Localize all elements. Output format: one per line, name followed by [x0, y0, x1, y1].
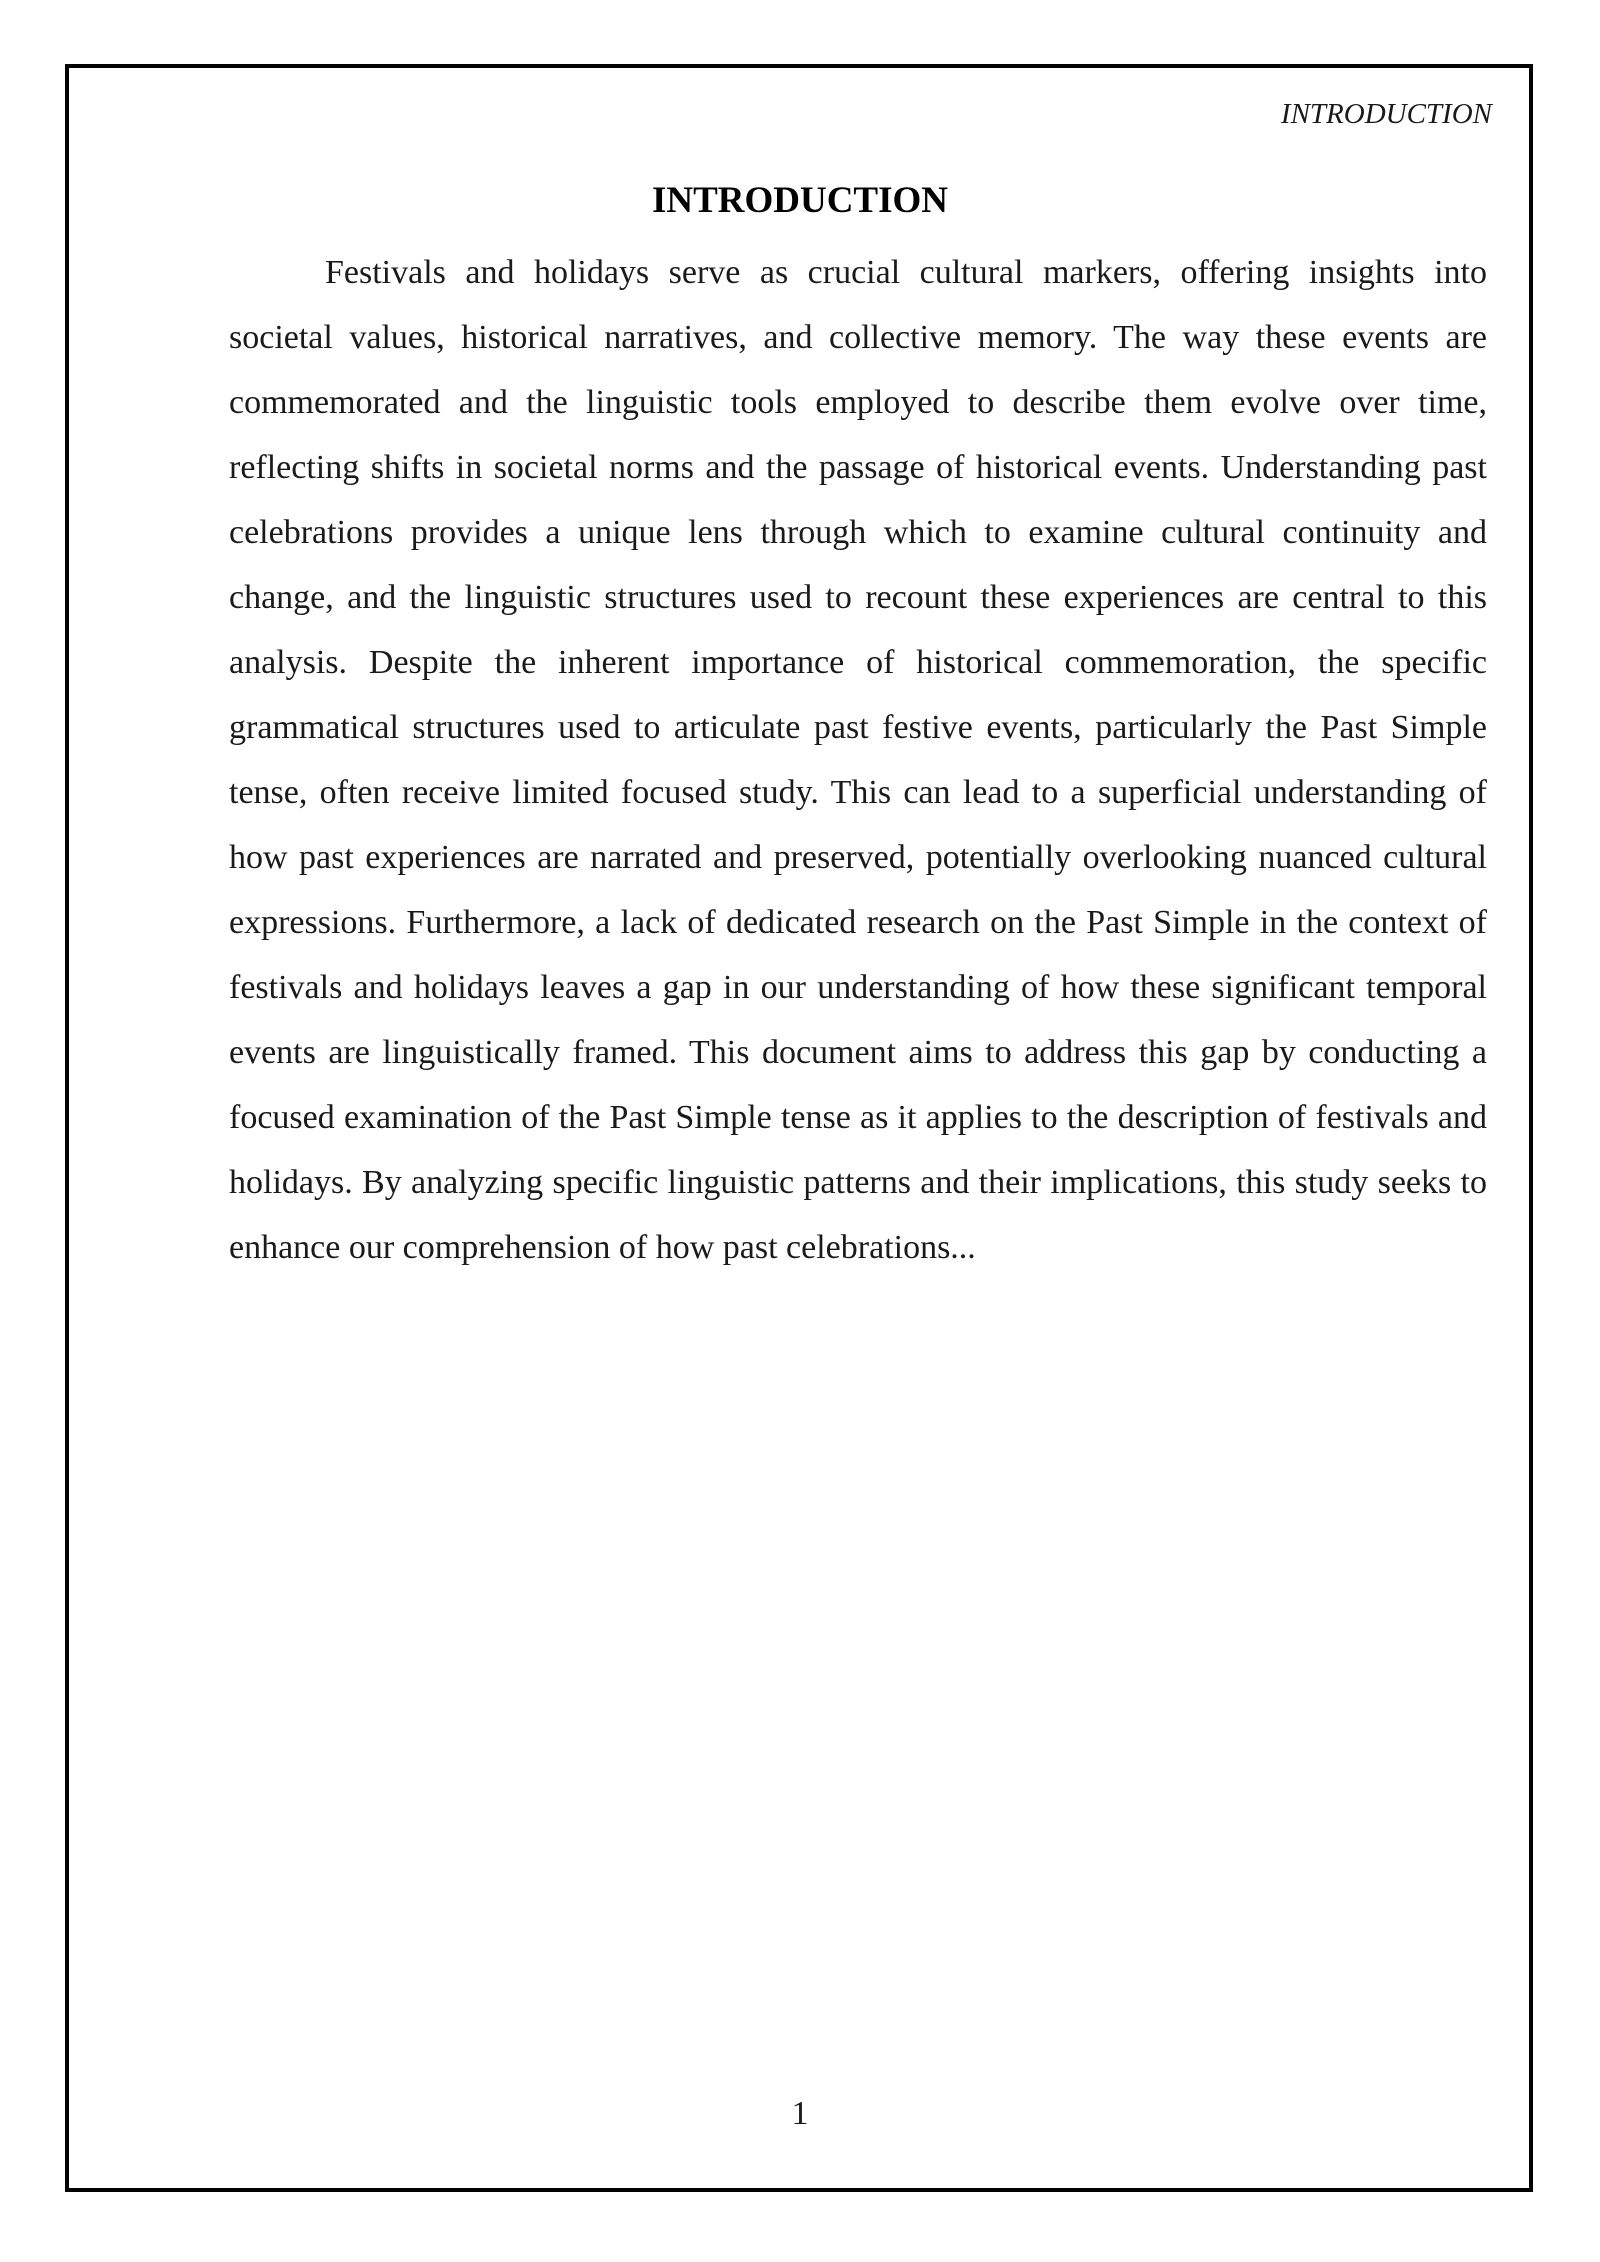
- running-header: INTRODUCTION: [1280, 98, 1492, 130]
- page-number: 1: [791, 2095, 809, 2132]
- body-paragraph: Festivals and holidays serve as crucial cultural markers, offering insights into societal values, historical narratives, and collective memory. The way these events are commemorated and the linguistic tools employed to describe them evolve over time, reflecting shifts in societal norms and the passage of historical events. Understanding past celebrations provides a unique lens through which to examine cultural continuity and change, and the linguistic structures used to recount these experiences are central to this analysis. Despite the inherent importance of historical commemoration, the specific grammatical structures used to articulate past festive events, particularly the Past Simple tense, often receive limited focused study. This can lead to a superficial understanding of how past experiences are narrated and preserved, potentially overlooking nuanced cultural expressions. Furthermore, a lack of dedicated research on the Past Simple in the context of festivals and holidays leaves a gap in our understanding of how these significant temporal events are linguistically framed. This document aims to address this gap by conducting a focused examination of the Past Simple tense as it applies to the description of festivals and holidays. By analyzing specific linguistic patterns and their implications, this study seeks to enhance our comprehension of how past celebrations...: [229, 254, 1487, 1266]
- section-title: INTRODUCTION: [651, 179, 949, 221]
